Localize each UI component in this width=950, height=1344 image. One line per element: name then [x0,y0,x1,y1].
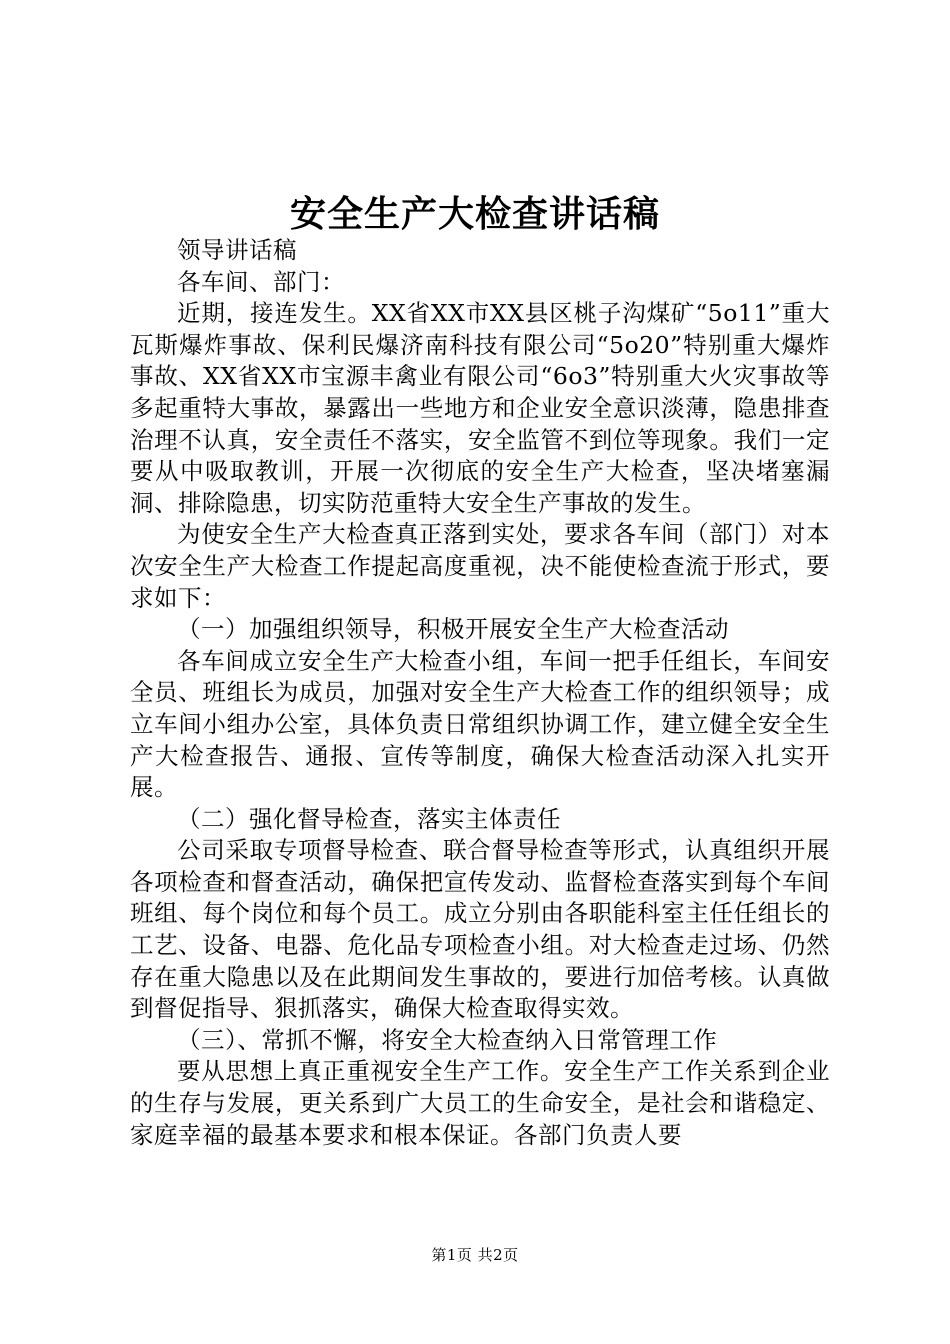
document-body [130,235,830,1151]
document-title: 安全生产大检查讲话稿 [289,193,660,235]
paragraph: 为使安全生产大检查真正落到实处，要求各车间（部门）对本次安全生产大检查工作提起高度重视，决不能使检查流于形式，要求如下： [130,520,830,612]
paragraph: 公司采取专项督导检查、联合督导检查等形式，认真组织开展各项检查和督查活动，确保把宣传发动、监督检查落实到每个车间班组、每个岗位和每个员工。成立分别由各职能科室主任任组长的工艺、设备、电器、危化品专项检查小组。对大检查走过场、仍然存在重大隐患以及在此期间发生事故的，要进行加倍考核。认真做到督促指导、狠抓落实，确保大检查取得实效。 [130,836,830,1023]
paragraph: 各车间成立安全生产大检查小组，车间一把手任组长，车间安全员、班组长为成员，加强对安全生产大检查工作的组织领导；成立车间小组办公室，具体负责日常组织协调工作，建立健全安全生产大检查报告、通报、宣传等制度，确保大检查活动深入扎实开展。 [130,646,830,802]
paragraph-subtitle: 领导讲话稿 [177,236,297,264]
page-number-footer: 第1页 共2页 [431,1246,519,1264]
section-heading: （一）加强组织领导，积极开展安全生产大检查活动 [177,615,729,644]
paragraph: 要从思想上真正重视安全生产工作。安全生产工作关系到企业的生存与发展，更关系到广大员工的生命安全，是社会和谐稳定、家庭幸福的最基本要求和根本保证。各部门负责人要 [130,1057,830,1149]
section-heading: （二）强化督导检查，落实主体责任 [177,804,561,833]
section-heading: （三）、常抓不懈，将安全大检查纳入日常管理工作 [177,1025,718,1054]
paragraph: 近期，接连发生。XX省XX市XX县区桃子沟煤矿“5o11”重大瓦斯爆炸事故、保利民爆济南科技有限公司“5o20”特别重大爆炸事故、XX省XX市宝源丰禽业有限公司“6o3”特别重大火灾事故等多起重特大事故，暴露出一些地方和企业安全意识淡薄，隐患排查治理不认真，安全责任不落实，安全监管不到位等现象。我们一定要从中吸取教训，开展一次彻底的安全生产大检查，坚决堵塞漏洞、排除隐患，切实防范重特大安全生产事故的发生。 [130,299,830,517]
paragraph-salutation: 各车间、部门： [177,267,345,296]
